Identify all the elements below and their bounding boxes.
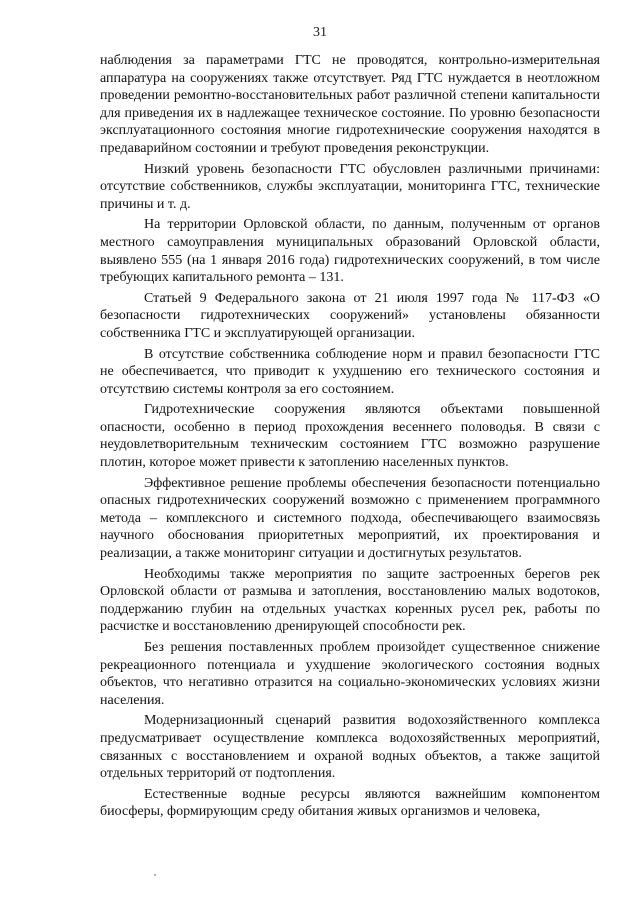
- paragraph-river-protection: Необходимы также мероприятия по защите застроенных берегов рек Орловской области от размыва и затопления, восстановлению малых водотоков, поддержанию глубин на отдельных участках коренных русел рек, работы по расчистке и восстановлению дренирующей способности рек.: [100, 566, 600, 635]
- paragraph-no-owner: В отсутствие собственника соблюдение норм и правил безопасности ГТС не обеспечивается, что приводит к ухудшению его технического состояния и отсутствию системы контроля за его состоянием.: [100, 346, 600, 397]
- paragraph-federal-law: Статьей 9 Федерального закона от 21 июля 1997 года № 117-ФЗ «О безопасности гидротехнических сооружений» установлены обязанности собственника ГТС и эксплуатирующей организации.: [100, 290, 600, 341]
- paragraph-continuation: наблюдения за параметрами ГТС не проводятся, контрольно-измерительная аппаратура на сооружениях также отсутствует. Ряд ГТС нуждается в неотложном проведении ремонтно-восстановительных работ различной степени капитальности для приведения их в надлежащее техническое состояние. По уровню безопасности эксплуатационного состояния многие гидротехнические сооружения находятся в предаварийном состоянии и требуют проведения реконструкции.: [100, 53, 600, 156]
- paragraph-low-safety-causes: Низкий уровень безопасности ГТС обусловлен различными причинами: отсутствие собственников, службы эксплуатации, мониторинга ГТС, технические причины и т. д.: [100, 161, 600, 212]
- document-body: [100, 52, 600, 824]
- paragraph-modernization: Модернизационный сценарий развития водохозяйственного комплекса предусматривает осуществление комплекса водохозяйственных мероприятий, связанных с восстановлением и охраной водных объектов, а также защитой отдельных территорий от подтопления.: [100, 713, 600, 782]
- page-number: 31: [313, 25, 327, 40]
- paragraph-program-method: Эффективное решение проблемы обеспечения безопасности потенциально опасных гидротехнических сооружений возможно с применением программного метода – комплексного и системного подхода, обеспечивающего взаимосвязь научного обоснования приоритетных мероприятий, их проектирования и реализации, а также мониторинг ситуации и достигнутых результатов.: [100, 475, 600, 562]
- scan-speck: [154, 874, 156, 876]
- paragraph-hazard: Гидротехнические сооружения являются объектами повышенной опасности, особенно в период прохождения весеннего половодья. В связи с неудовлетворительным техническим состоянием ГТС возможно разрушение плотин, которое может привести к затоплению населенных пунктов.: [100, 402, 600, 471]
- paragraph-consequences: Без решения поставленных проблем произойдет существенное снижение рекреационного потенциала и ухудшение экологического состояния водных объектов, что негативно отразится на социально-экономических условиях жизни населения.: [100, 640, 600, 708]
- paragraph-natural-resources: Естественные водные ресурсы являются важнейшим компонентом биосферы, формирующим среду обитания живых организмов и человека,: [100, 786, 600, 820]
- paragraph-oryol-statistics: На территории Орловской области, по данным, полученным от органов местного самоуправления муниципальных образований Орловской области, выявлено 555 (на 1 января 2016 года) гидротехнических сооружений, в том числе требующих капитального ремонта – 131.: [100, 217, 600, 286]
